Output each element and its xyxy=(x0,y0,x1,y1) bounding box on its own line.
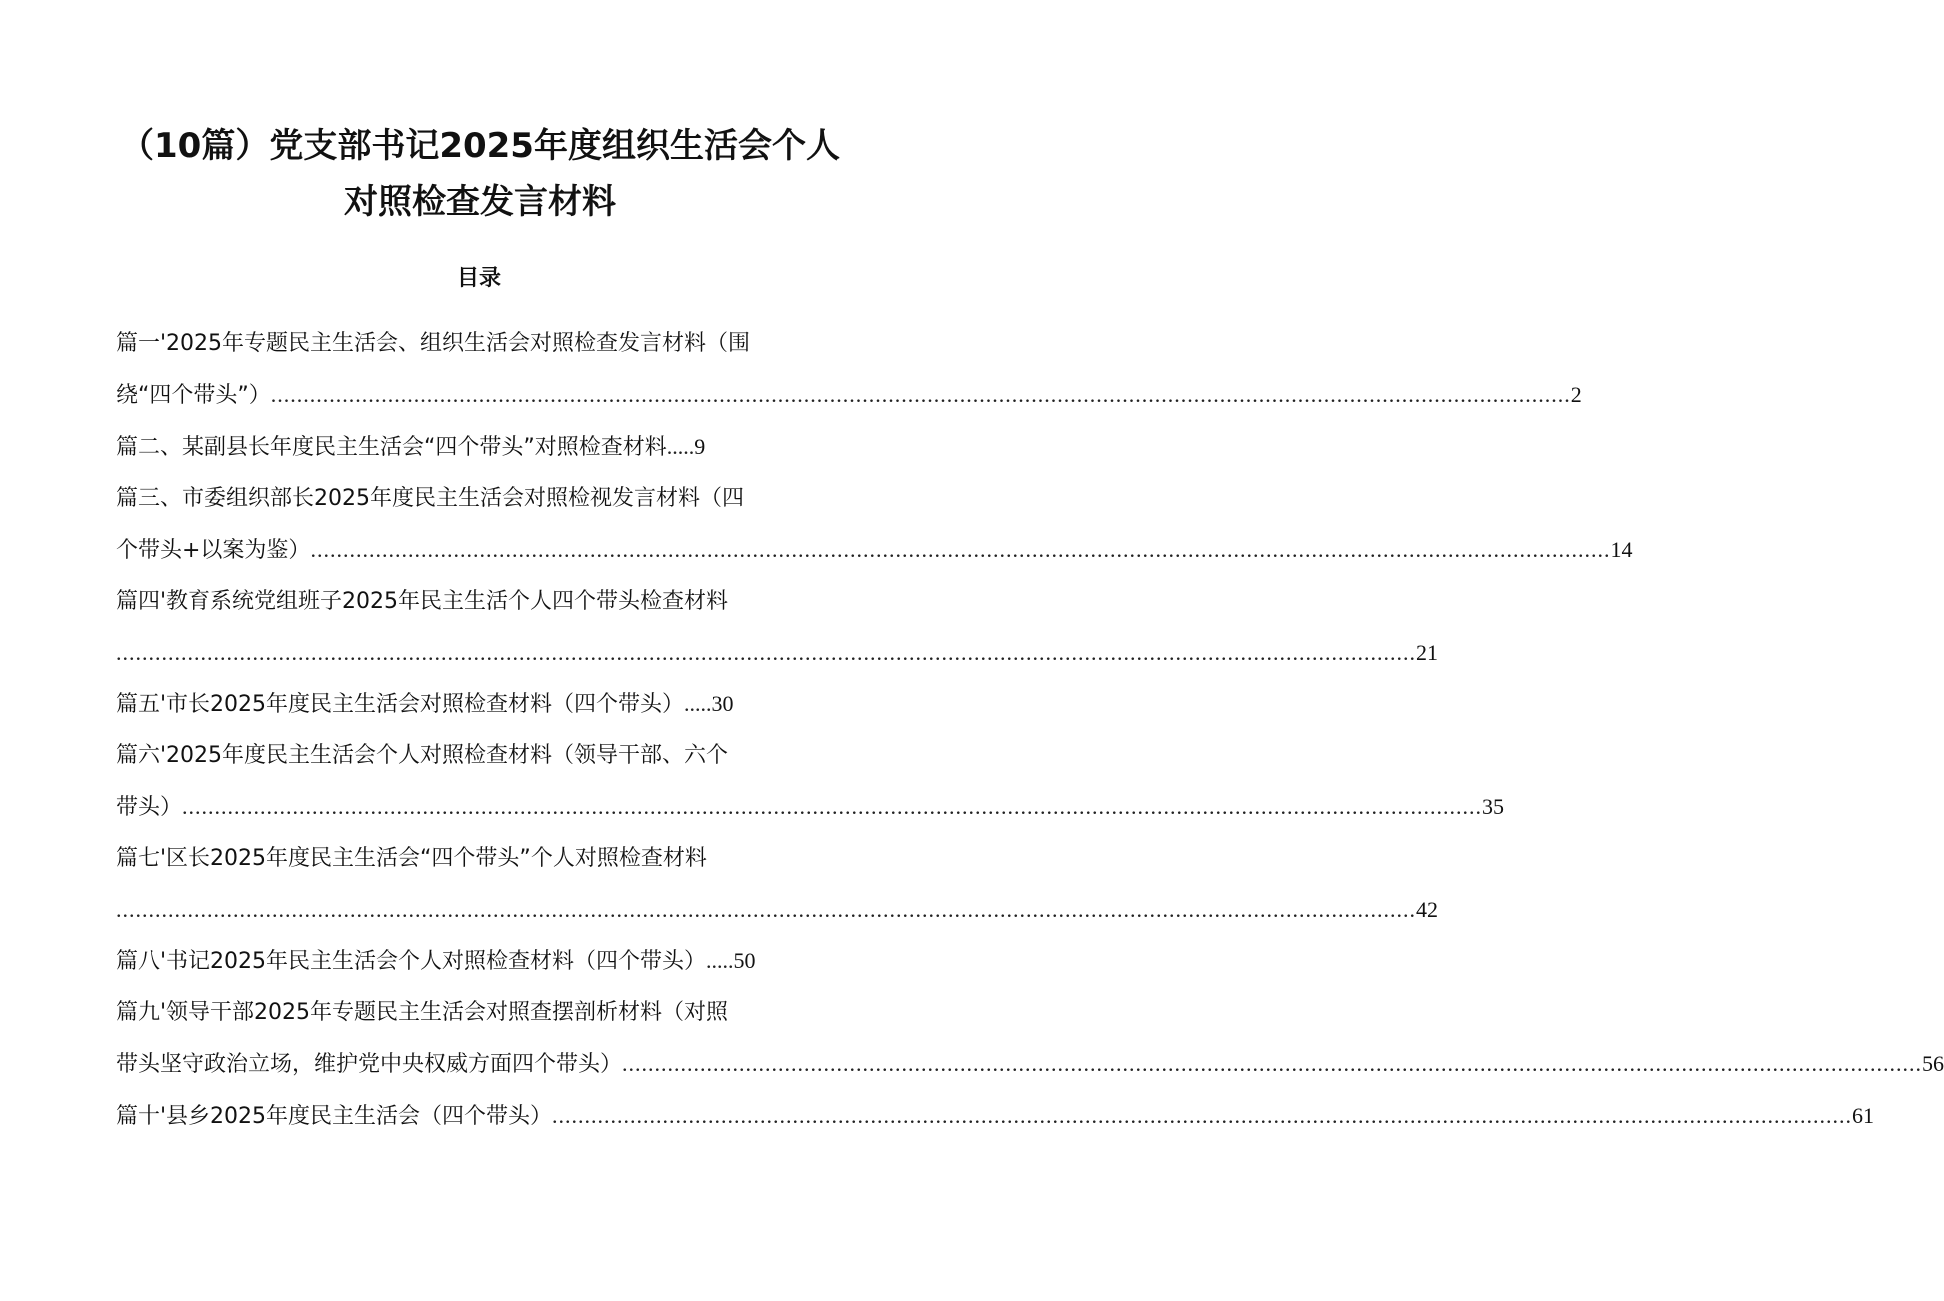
toc-entry-title-line: 篇七'区长2025年度民主生活会“四个带头”个人对照检查材料 xyxy=(116,846,707,871)
toc-entry[interactable] xyxy=(116,987,1944,1090)
dot-leader: ..... xyxy=(684,691,712,716)
dot-leader: ........................................................................................................................................................................................................ xyxy=(622,1051,1923,1076)
toc-entry-title-line: 带头） xyxy=(116,795,183,820)
dot-leader: ..... xyxy=(706,948,734,973)
toc-entry-row xyxy=(116,421,818,473)
toc-entry-title-line: 篇六'2025年度民主生活会个人对照检查材料（领导干部、六个 xyxy=(116,743,729,768)
title-line-2: 对照检查发言材料 xyxy=(344,182,616,222)
toc-page-number: 2 xyxy=(1570,382,1582,407)
dot-leader: ........................................................................................................................................................................................................ xyxy=(116,640,1416,665)
toc-entry-title-line: 篇一'2025年专题民主生活会、组织生活会对照检查发言材料（围 xyxy=(116,331,751,356)
toc-entry-title-line: 篇四'教育系统党组班子2025年民主生活个人四个带头检查材料 xyxy=(116,589,729,614)
toc-entry-title-line: 篇五'市长2025年度民主生活会对照检查材料（四个带头） xyxy=(116,692,685,717)
toc-page-number: 9 xyxy=(694,434,706,459)
toc-entry-row xyxy=(116,369,1582,421)
dot-leader: ........................................................................................................................................................................................................ xyxy=(116,897,1416,922)
toc-entry-title-line: 篇三、市委组织部长2025年度民主生活会对照检视发言材料（四 xyxy=(116,486,744,511)
table-of-contents xyxy=(116,318,1944,1142)
toc-entry[interactable] xyxy=(116,318,1582,421)
toc-entry-title-line: 篇八'书记2025年民主生活会个人对照检查材料（四个带头） xyxy=(116,949,707,974)
toc-page-number: 35 xyxy=(1482,794,1505,819)
title-line-1: （10篇）党支部书记2025年度组织生活会个人 xyxy=(120,126,840,166)
dot-leader: ..... xyxy=(666,434,695,459)
toc-entry-title-line: 篇十'县乡2025年度民主生活会（四个带头） xyxy=(116,1104,553,1129)
toc-heading: 目录 xyxy=(456,266,501,291)
toc-page-number: 50 xyxy=(733,948,756,973)
toc-page-number: 42 xyxy=(1416,897,1438,922)
toc-entry-title-line: 篇九'领导干部2025年专题民主生活会对照查摆剖析材料（对照 xyxy=(116,1000,729,1025)
toc-entry[interactable] xyxy=(116,576,1438,678)
toc-entry-row xyxy=(116,884,1438,935)
dot-leader: ........................................................................................................................................................................................................ xyxy=(552,1103,1853,1128)
toc-page-number: 21 xyxy=(1416,640,1438,665)
toc-entry[interactable] xyxy=(116,473,1633,576)
toc-entry-row xyxy=(116,1090,1875,1142)
toc-entry-row xyxy=(116,524,1633,576)
toc-entry[interactable] xyxy=(116,833,1438,935)
toc-page-number: 61 xyxy=(1852,1103,1875,1128)
toc-entry-title-line: 个带头+以案为鉴） xyxy=(116,538,311,563)
toc-page-number: 14 xyxy=(1610,537,1633,562)
dot-leader: ........................................................................................................................................................................................................ xyxy=(310,537,1611,562)
toc-entry-title-line: 篇二、某副县长年度民主生活会“四个带头”对照检查材料 xyxy=(116,435,667,460)
toc-entry[interactable] xyxy=(116,730,1505,833)
toc-entry[interactable] xyxy=(116,935,818,987)
toc-entry-title-line: 绕“四个带头”） xyxy=(116,383,271,408)
toc-page-number: 30 xyxy=(711,691,734,716)
toc-entry-row xyxy=(116,627,1438,678)
toc-entry[interactable] xyxy=(116,678,818,730)
dot-leader: ........................................................................................................................................................................................................ xyxy=(270,382,1571,407)
toc-entry-row xyxy=(116,1038,1944,1090)
toc-entry-title-line: 带头坚守政治立场，维护党中央权威方面四个带头） xyxy=(116,1052,623,1077)
toc-entry[interactable] xyxy=(116,1090,1875,1142)
toc-page-number: 56 xyxy=(1922,1051,1944,1076)
toc-entry-row xyxy=(116,935,818,987)
toc-entry-row xyxy=(116,781,1505,833)
dot-leader: ........................................................................................................................................................................................................ xyxy=(182,794,1483,819)
toc-entry-row xyxy=(116,678,818,730)
document-title xyxy=(100,118,860,230)
toc-entry[interactable] xyxy=(116,421,818,473)
